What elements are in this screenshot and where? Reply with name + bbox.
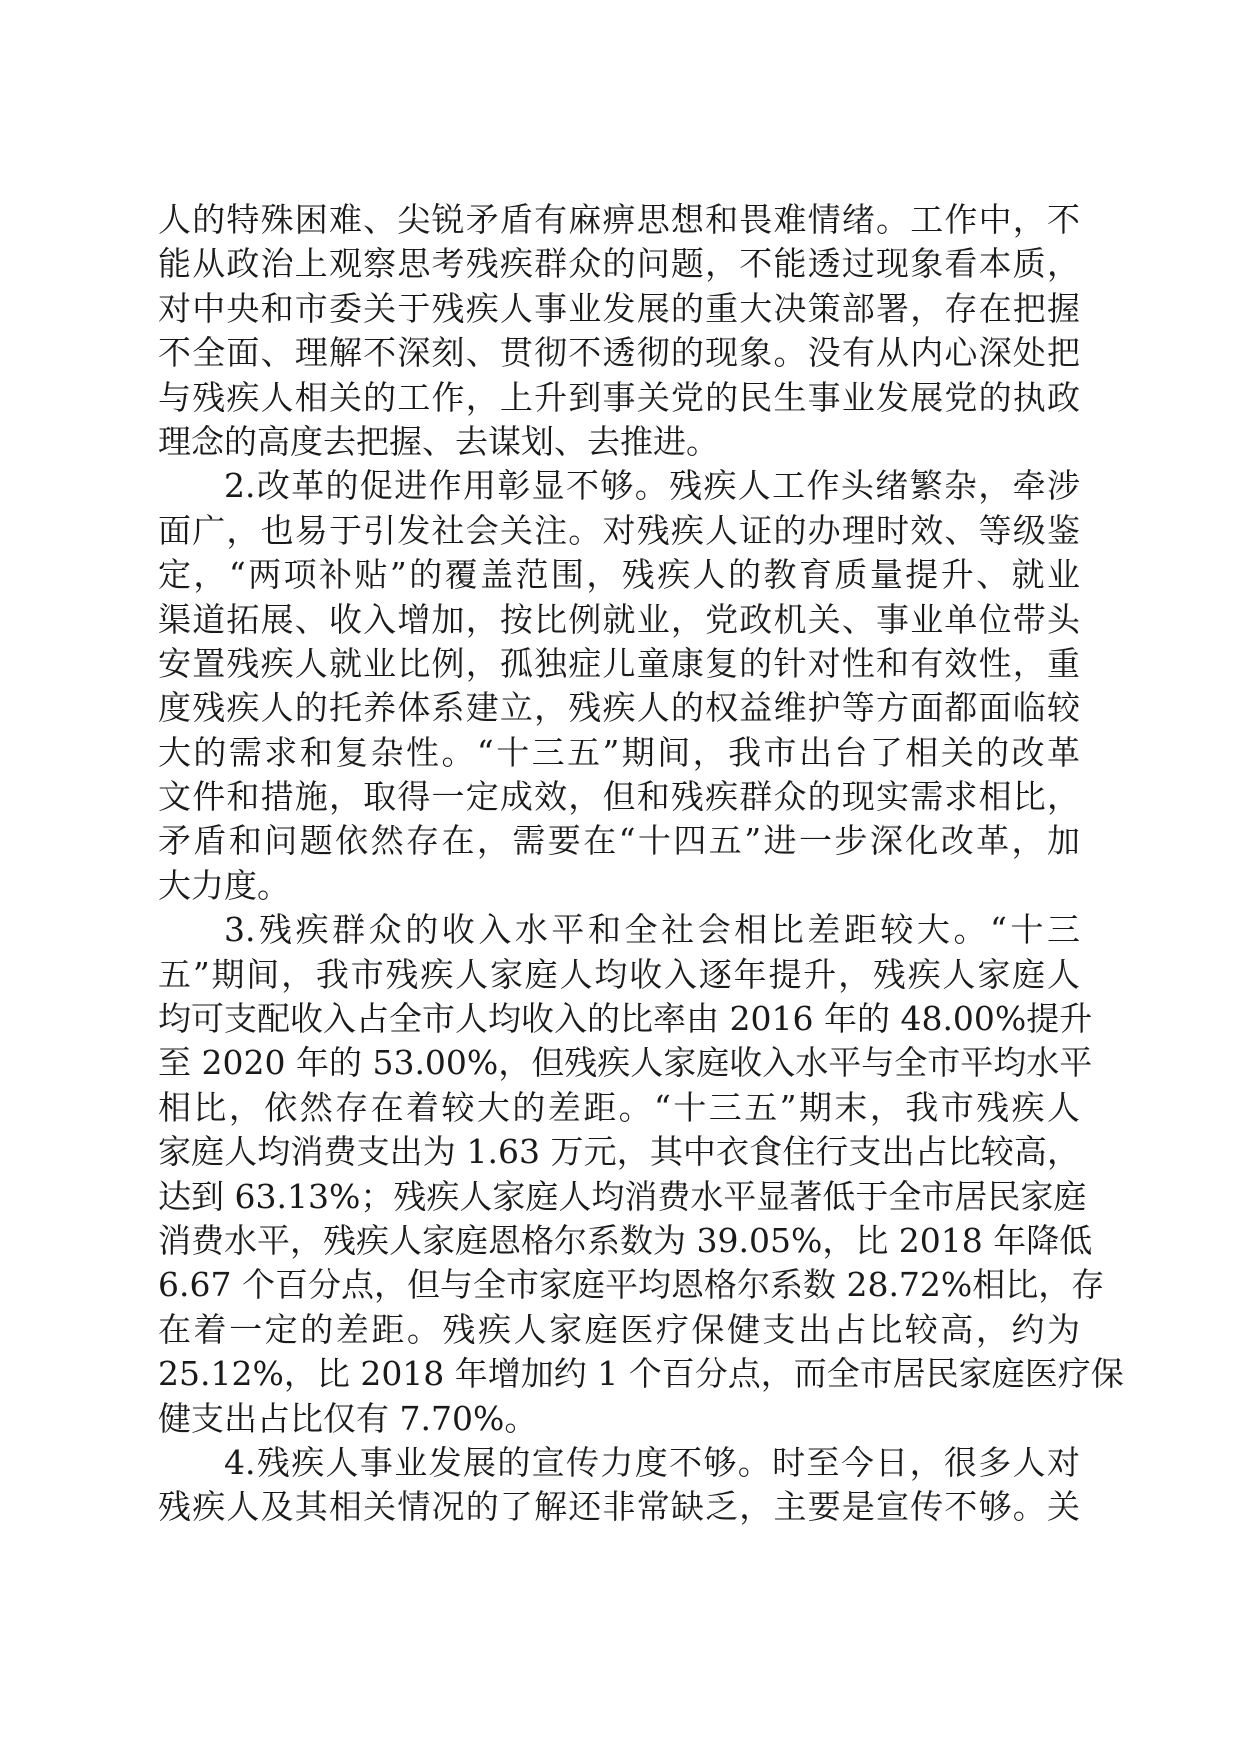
text-line: 度残疾人的托养体系建立，残疾人的权益维护等方面都面临较 xyxy=(158,688,1080,728)
document-body xyxy=(158,198,1124,1530)
text-line: 矛盾和问题依然存在，需要在“十四五”进一步深化改革，加 xyxy=(158,821,1080,861)
text-line: 4.残疾人事业发展的宣传力度不够。时至今日，很多人对 xyxy=(224,1442,1080,1482)
text-line: 理念的高度去把握、去谋划、去推进。 xyxy=(158,421,719,461)
text-line: 人的特殊困难、尖锐矛盾有麻痹思想和畏难情绪。工作中，不 xyxy=(158,200,1080,239)
text-line: 面广，也易于引发社会关注。对残疾人证的办理时效、等级鉴 xyxy=(158,510,1080,550)
text-line: 25.12%，比 2018 年增加约 1 个百分点，而全市居民家庭医疗保 xyxy=(158,1354,1124,1394)
text-line: 3.残疾群众的收入水平和全社会相比差距较大。“十三 xyxy=(224,910,1080,950)
text-line: 文件和措施，取得一定成效，但和残疾群众的现实需求相比， xyxy=(158,777,1080,817)
text-line: 与残疾人相关的工作，上升到事关党的民生事业发展党的执政 xyxy=(158,377,1080,417)
text-line: 相比，依然存在着较大的差距。“十三五”期末，我市残疾人 xyxy=(158,1087,1080,1127)
text-line: 对中央和市委关于残疾人事业发展的重大决策部署，存在把握 xyxy=(158,288,1080,328)
text-line: 五”期间，我市残疾人家庭人均收入逐年提升，残疾人家庭人 xyxy=(158,954,1080,994)
text-line: 至 2020 年的 53.00%，但残疾人家庭收入水平与全市平均水平 xyxy=(158,1043,1093,1083)
text-line: 2.改革的促进作用彰显不够。残疾人工作头绪繁杂，牵涉 xyxy=(224,466,1080,506)
text-line: 消费水平，残疾人家庭恩格尔系数为 39.05%，比 2018 年降低 xyxy=(158,1220,1093,1260)
text-line: 在着一定的差距。残疾人家庭医疗保健支出占比较高，约为 xyxy=(158,1309,1080,1349)
text-line: 均可支配收入占全市人均收入的比率由 2016 年的 48.00%提升 xyxy=(158,999,1093,1039)
text-line: 残疾人及其相关情况的了解还非常缺乏，主要是宣传不够。关 xyxy=(158,1487,1080,1527)
text-line: 渠道拓展、收入增加，按比例就业，党政机关、事业单位带头 xyxy=(158,599,1080,639)
text-line: 能从政治上观察思考残疾群众的问题，不能透过现象看本质， xyxy=(158,244,1080,284)
text-line: 健支出占比仅有 7.70%。 xyxy=(158,1398,538,1438)
text-line: 达到 63.13%；残疾人家庭人均消费水平显著低于全市居民家庭 xyxy=(158,1176,1087,1216)
text-line: 6.67 个百分点，但与全市家庭平均恩格尔系数 28.72%相比，存 xyxy=(158,1265,1105,1305)
text-line: 家庭人均消费支出为 1.63 万元，其中衣食住行支出占比较高， xyxy=(158,1132,1080,1172)
text-line: 大的需求和复杂性。“十三五”期间，我市出台了相关的改革 xyxy=(158,732,1080,772)
text-line: 大力度。 xyxy=(158,865,290,905)
text-line: 安置残疾人就业比例，孤独症儿童康复的针对性和有效性，重 xyxy=(158,643,1080,683)
text-line: 不全面、理解不深刻、贯彻不透彻的现象。没有从内心深处把 xyxy=(158,333,1080,373)
text-line: 定，“两项补贴”的覆盖范围，残疾人的教育质量提升、就业 xyxy=(158,555,1080,595)
